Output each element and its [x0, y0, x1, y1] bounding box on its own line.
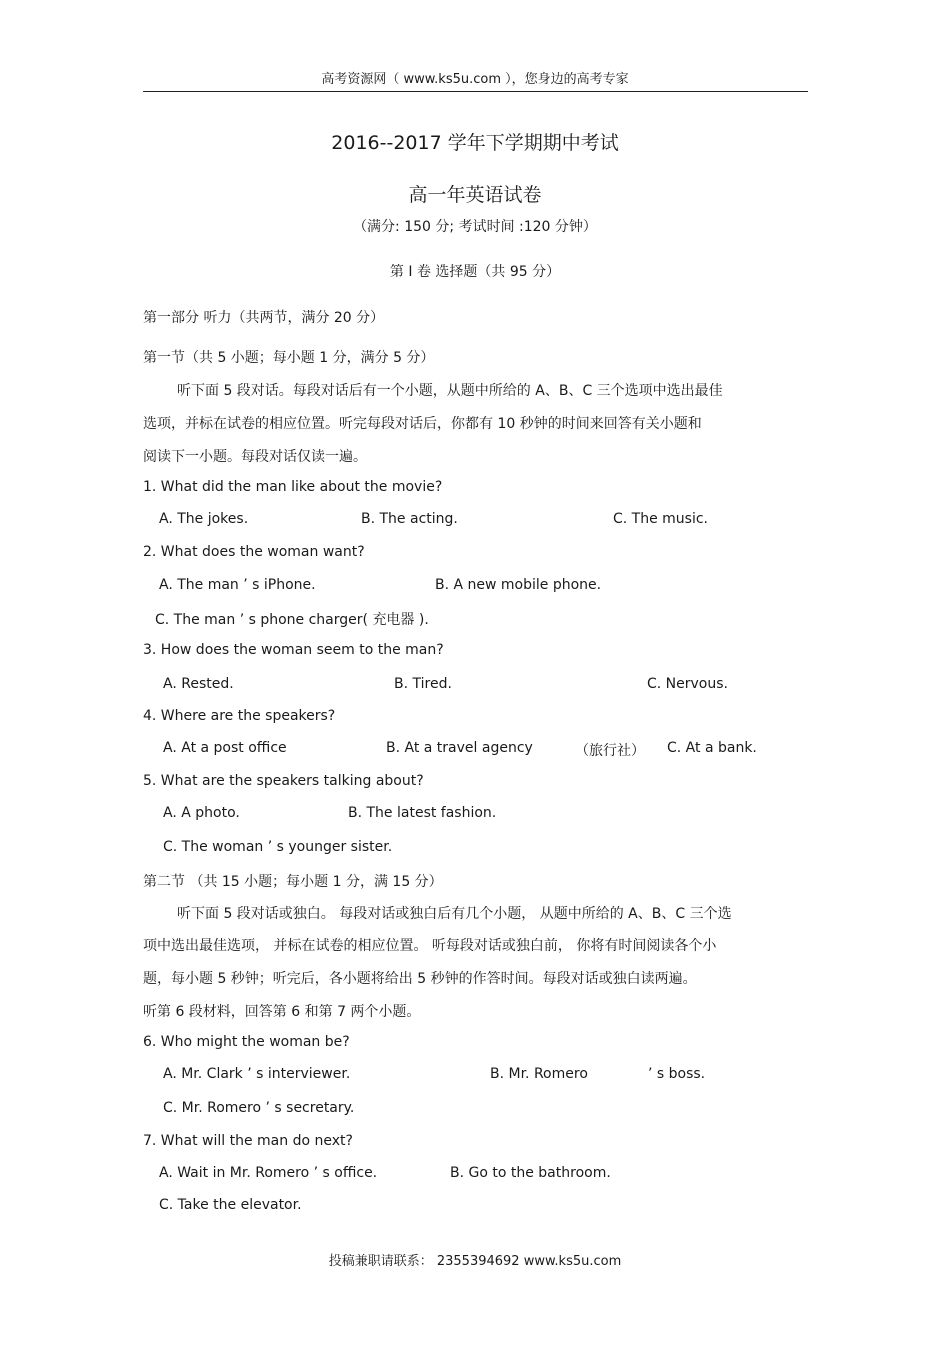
section1-instruction-line: 阅读下一小题。每段对话仅读一遍。: [143, 449, 367, 465]
question-1-option-a: A. The jokes.: [159, 511, 249, 527]
question-4-option-b: B. At a travel agency: [386, 740, 533, 756]
question-1-option-c: C. The music.: [613, 511, 709, 527]
question-3-option-c: C. Nervous.: [647, 676, 728, 692]
question-5-option-b: B. The latest fashion.: [348, 805, 497, 821]
section1-heading: 第一节（共 5 小题；每小题 1 分，满分 5 分）: [143, 350, 435, 366]
question-2-option-b: B. A new mobile phone.: [435, 577, 602, 593]
exam-info: （满分: 150 分; 考试时间 :120 分钟）: [353, 219, 597, 235]
section2-instruction-line: 项中选出最佳选项， 并标在试卷的相应位置。 听每段对话或独白前， 你将有时间阅读各个小: [143, 938, 717, 954]
section1-instruction-line: 听下面 5 段对话。每段对话后有一个小题，从题中所给的 A、B、C 三个选项中选出最佳: [177, 383, 723, 399]
question-4-option-b-note: （旅行社）: [575, 743, 645, 759]
section2-heading: 第二节 （共 15 小题；每小题 1 分，满 15 分）: [143, 874, 443, 890]
question-2-option-c: C. The man ’ s phone charger( 充电器 ).: [155, 612, 429, 628]
question-5-option-a: A. A photo.: [163, 805, 240, 821]
part1-heading: 第一部分 听力（共两节，满分 20 分）: [143, 310, 385, 326]
question-4-option-a: A. At a post office: [163, 740, 287, 756]
question-3-stem: 3. How does the woman seem to the man?: [143, 642, 444, 658]
section2-instruction-line: 听下面 5 段对话或独白。 每段对话或独白后有几个小题， 从题中所给的 A、B、C 三个选: [177, 906, 732, 922]
volume-heading: 第 I 卷 选择题（共 95 分）: [389, 264, 561, 280]
listen-instruction-6: 听第 6 段材料，回答第 6 和第 7 两个小题。: [143, 1004, 421, 1020]
question-4-stem: 4. Where are the speakers?: [143, 708, 336, 724]
question-6-option-b: B. Mr. Romero: [490, 1066, 588, 1082]
question-4-option-c: C. At a bank.: [667, 740, 757, 756]
question-2-option-a: A. The man ’ s iPhone.: [159, 577, 316, 593]
question-1-stem: 1. What did the man like about the movie?: [143, 479, 443, 495]
question-6-option-b-suffix: ’ s boss.: [648, 1066, 706, 1082]
question-6-option-a: A. Mr. Clark ’ s interviewer.: [163, 1066, 351, 1082]
question-2-stem: 2. What does the woman want?: [143, 544, 365, 560]
question-3-option-a: A. Rested.: [163, 676, 234, 692]
exam-subtitle: 高一年英语试卷: [408, 184, 542, 206]
page-footer: 投稿兼职请联系： 2355394692 www.ks5u.com: [328, 1254, 622, 1269]
question-6-option-c: C. Mr. Romero ’ s secretary.: [163, 1100, 355, 1116]
question-7-option-a: A. Wait in Mr. Romero ’ s office.: [159, 1165, 378, 1181]
question-7-option-c: C. Take the elevator.: [159, 1197, 302, 1213]
question-5-option-c: C. The woman ’ s younger sister.: [163, 839, 393, 855]
section1-instruction-line: 选项，并标在试卷的相应位置。听完每段对话后，你都有 10 秒钟的时间来回答有关小题和: [143, 416, 702, 432]
question-7-stem: 7. What will the man do next?: [143, 1133, 353, 1149]
question-3-option-b: B. Tired.: [394, 676, 452, 692]
exam-title: 2016--2017 学年下学期期中考试: [331, 132, 619, 154]
section2-instruction-line: 题，每小题 5 秒钟；听完后，各小题将给出 5 秒钟的作答时间。每段对话或独白读两遍。: [143, 971, 697, 987]
question-1-option-b: B. The acting.: [361, 511, 458, 527]
header-rule: [143, 91, 808, 92]
page-header: 高考资源网（ www.ks5u.com ），您身边的高考专家: [321, 72, 629, 87]
question-7-option-b: B. Go to the bathroom.: [450, 1165, 611, 1181]
question-5-stem: 5. What are the speakers talking about?: [143, 773, 424, 789]
question-6-stem: 6. Who might the woman be?: [143, 1034, 350, 1050]
